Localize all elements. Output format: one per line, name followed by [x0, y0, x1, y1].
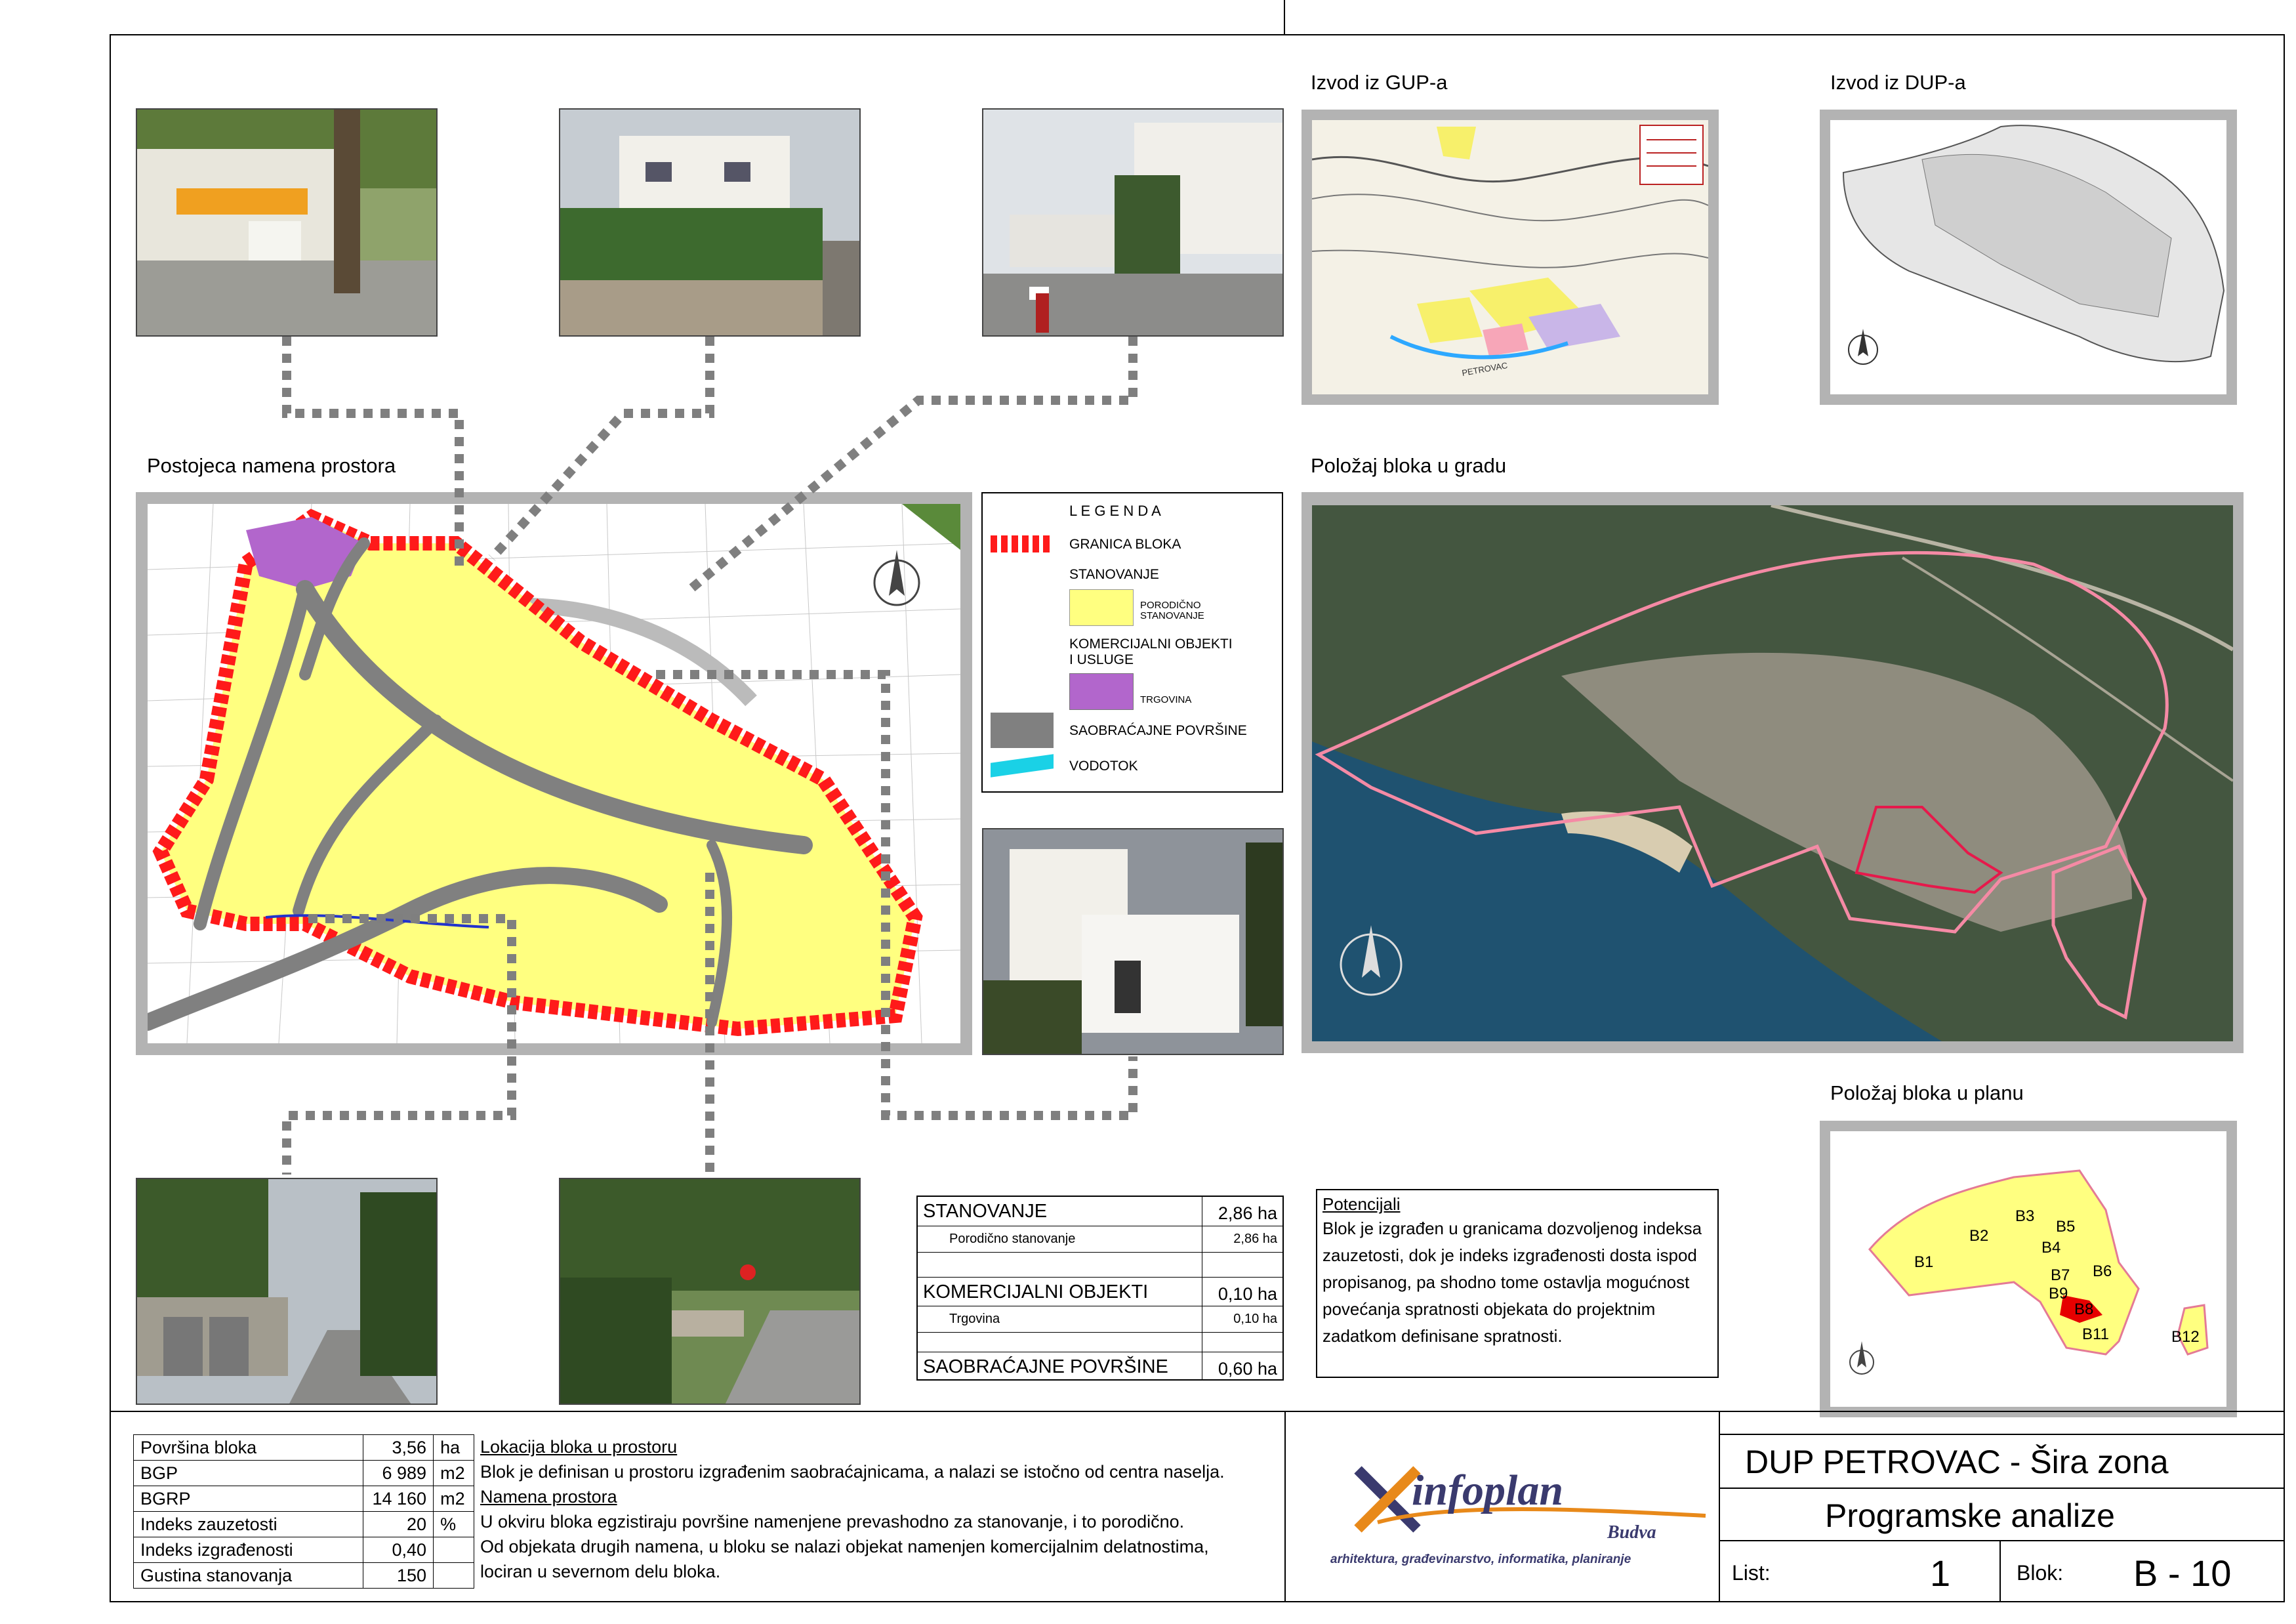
photo-stream-bridge — [559, 1178, 861, 1405]
block-data-unit: m2 — [434, 1461, 474, 1486]
stats-value: 2,86 ha — [1233, 1232, 1277, 1246]
stats-row-spacer — [918, 1332, 1282, 1352]
block-data-unit: m2 — [434, 1486, 474, 1512]
plan-label-b8: B8 — [2074, 1301, 2094, 1318]
block-data-row — [134, 1486, 474, 1512]
block-data-unit — [434, 1537, 474, 1563]
title-subtitle: Programske analize — [1825, 1497, 2115, 1534]
heading-dup: Izvod iz DUP-a — [1830, 71, 1966, 94]
stats-row-stanovanje — [918, 1197, 1282, 1226]
title-project-cell — [1719, 1434, 2285, 1489]
plan-label-b4: B4 — [2041, 1239, 2061, 1257]
photo-stream-bridge-image — [560, 1179, 861, 1405]
title-blok-cell — [2001, 1541, 2285, 1602]
plan-label-b12: B12 — [2171, 1328, 2200, 1346]
plan-label-b1: B1 — [1914, 1253, 1934, 1271]
stats-row-trgovina — [918, 1306, 1282, 1332]
stats-row-spacer — [918, 1252, 1282, 1277]
block-data-value: 0,40 — [363, 1537, 434, 1563]
block-data-row — [134, 1537, 474, 1563]
logo-tagline: arhitektura, građevinarstvo, informatika, planiranje — [1330, 1552, 1631, 1566]
potencijali-title: Potencijali — [1322, 1194, 1401, 1214]
stats-row-porodicno — [918, 1226, 1282, 1252]
legend-residential-label-2: STANOVANJE — [1140, 610, 1204, 621]
potencijali-box — [1316, 1189, 1719, 1378]
legend-roads-label: SAOBRAĆAJNE POVRŠINE — [1069, 723, 1247, 738]
logo-city: Budva — [1607, 1522, 1656, 1543]
title-blok-value: B - 10 — [2133, 1552, 2232, 1594]
plan-label-b7: B7 — [2051, 1266, 2070, 1284]
block-data-value: 150 — [363, 1563, 434, 1589]
block-data-row — [134, 1563, 474, 1589]
logo-name: infoplan — [1412, 1467, 1564, 1514]
stats-label: KOMERCIJALNI OBJEKTI — [923, 1281, 1149, 1302]
legend-commercial-label: TRGOVINA — [1140, 694, 1192, 705]
title-list-value: 1 — [1930, 1552, 1951, 1594]
heading-postojeca: Postojeca namena prostora — [147, 454, 396, 477]
stats-row-saobracajne — [918, 1352, 1282, 1381]
block-data-unit — [434, 1563, 474, 1589]
gup-map-label: PETROVAC — [1461, 360, 1509, 379]
block-data-row — [134, 1435, 474, 1461]
legend-boundary-label: GRANICA BLOKA — [1069, 537, 1181, 552]
heading-gup: Izvod iz GUP-a — [1311, 71, 1448, 94]
plan-label-b3: B3 — [2015, 1207, 2035, 1225]
namena-title: Namena prostora — [480, 1487, 617, 1507]
infoplan-logo — [1319, 1457, 1712, 1581]
namena-text-1: U okviru bloka egzistiraju površine namenjene prevashodno za stanovanje, i to porodično. — [480, 1512, 1185, 1531]
block-data-table — [133, 1434, 474, 1589]
photo-street-garages-image — [137, 1179, 438, 1405]
photo-street-garages — [136, 1178, 438, 1405]
block-data-value: 20 — [363, 1512, 434, 1537]
stats-value: 0,60 ha — [1218, 1359, 1277, 1379]
stats-label: SAOBRAĆAJNE POVRŠINE — [923, 1356, 1168, 1377]
stats-label: Porodično stanovanje — [949, 1232, 1076, 1246]
bottom-divider-v1 — [1284, 1411, 1286, 1602]
namena-text-2: Od objekata drugih namena, u bloku se nalazi objekat namenjen komercijalnim delatnostima, — [480, 1537, 1209, 1556]
stats-value: 0,10 ha — [1233, 1312, 1277, 1326]
plan-label-b5: B5 — [2056, 1218, 2076, 1236]
heading-polozaj-gradu: Položaj bloka u gradu — [1311, 454, 1507, 477]
lokacija-title: Lokacija bloka u prostoru — [480, 1437, 678, 1457]
stats-label: Trgovina — [949, 1312, 1000, 1326]
block-data-label: BGP — [134, 1461, 363, 1486]
plan-label-b9: B9 — [2049, 1285, 2068, 1302]
plan-label-b11: B11 — [2082, 1325, 2109, 1343]
block-data-label: Površina bloka — [134, 1435, 363, 1461]
title-list-label: List: — [1732, 1561, 1771, 1585]
block-data-unit: ha — [434, 1435, 474, 1461]
block-data-value: 14 160 — [363, 1486, 434, 1512]
block-data-value: 6 989 — [363, 1461, 434, 1486]
block-data-row — [134, 1512, 474, 1537]
block-data-label: BGRP — [134, 1486, 363, 1512]
stats-row-komercijalni — [918, 1277, 1282, 1306]
block-data-unit: % — [434, 1512, 474, 1537]
legend-water-label: VODOTOK — [1069, 759, 1138, 774]
plan-label-b6: B6 — [2093, 1262, 2112, 1280]
stats-label: STANOVANJE — [923, 1201, 1048, 1222]
legend-commercial-heading-2: I USLUGE — [1069, 652, 1134, 667]
land-use-stats-table — [916, 1196, 1284, 1381]
block-data-label: Gustina stanovanja — [134, 1563, 363, 1589]
namena-text-3: lociran u severnom delu bloka. — [480, 1562, 721, 1581]
bottom-top-line — [110, 1411, 2285, 1412]
block-data-label: Indeks zauzetosti — [134, 1512, 363, 1537]
block-data-value: 3,56 — [363, 1435, 434, 1461]
title-blok-label: Blok: — [2017, 1561, 2064, 1585]
legend-title: L E G E N D A — [1069, 503, 1161, 519]
title-list-cell — [1719, 1541, 2001, 1602]
potencijali-text: Blok je izgrađen u granicama dozvoljenog indeksa zauzetosti, dok je indeks izgrađenosti dosta ispod propisanog, pa shodno tome ostavlja mogućnost povećanja spratnosti objekata do projektnim zadatkom definisane spratnosti. — [1322, 1218, 1702, 1346]
legend-commercial-heading-1: KOMERCIJALNI OBJEKTI — [1069, 636, 1233, 652]
block-data-row — [134, 1461, 474, 1486]
legend-residential-label-1: PORODIČNO — [1140, 600, 1201, 611]
block-data-label: Indeks izgrađenosti — [134, 1537, 363, 1563]
stats-value: 2,86 ha — [1218, 1203, 1277, 1223]
heading-polozaj-planu: Položaj bloka u planu — [1830, 1081, 2024, 1104]
title-project: DUP PETROVAC - Šira zona — [1745, 1444, 2169, 1480]
stats-value: 0,10 ha — [1218, 1284, 1277, 1304]
title-subtitle-cell — [1719, 1489, 2285, 1541]
legend-residential-heading: STANOVANJE — [1069, 567, 1159, 582]
description-block — [480, 1434, 1282, 1584]
lokacija-text: Blok je definisan u prostoru izgrađenim saobraćajnicama, a nalazi se istočno od centra naselja. — [480, 1462, 1225, 1482]
plan-label-b2: B2 — [1969, 1227, 1989, 1245]
